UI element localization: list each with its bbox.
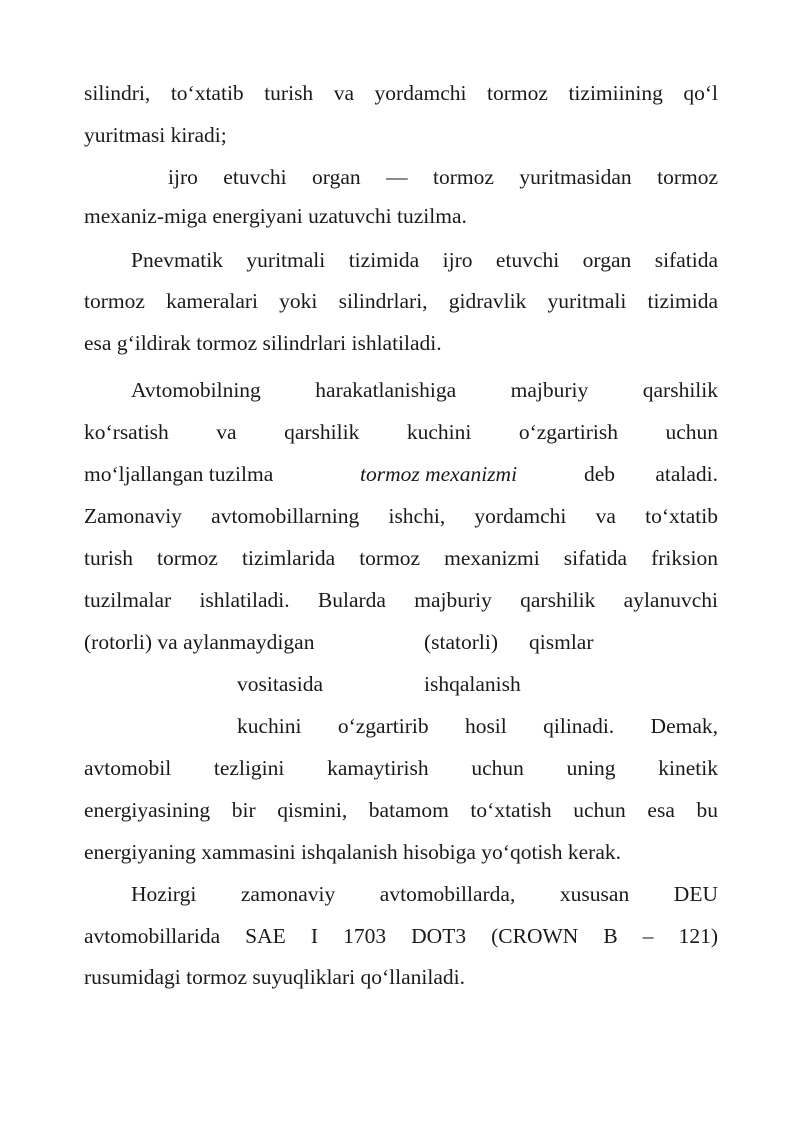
text-line-6: tormoz kameralari yoki silindrlari, gidravlik yuritmali tizimida: [84, 289, 718, 313]
text-line-19: energiyaning xammasini ishqalanish hisobiga yo‘qotish kerak.: [84, 840, 622, 864]
text-line-14-mid: (statorli): [424, 630, 499, 654]
text-line-10-end: deb ataladi.: [584, 462, 718, 486]
text-line-12: turish tormoz tizimlarida tormoz mexanizmi sifatida friksion: [84, 546, 718, 570]
text-line-2: yuritmasi kiradi;: [84, 123, 227, 147]
text-line-11: Zamonaviy avtomobillarning ishchi, yordamchi va to‘xtatib: [84, 504, 718, 528]
text-line-14-end: qismlar: [529, 630, 594, 654]
text-line-21: avtomobillarida SAE I 1703 DOT3 (CROWN B – 121): [84, 924, 718, 948]
text-line-15: [84, 670, 718, 698]
text-line-20: Hozirgi zamonaviy avtomobillarda, xususan DEU: [131, 882, 718, 906]
text-line-15-end: ishqalanish: [424, 672, 521, 696]
text-line-8: Avtomobilning harakatlanishiga majburiy qarshilik: [131, 378, 718, 402]
text-line-17: avtomobil tezligini kamaytirish uchun uning kinetik: [84, 756, 718, 780]
text-line-9: ko‘rsatish va qarshilik kuchini o‘zgartirish uchun: [84, 420, 718, 444]
text-line-5: Pnevmatik yuritmali tizimida ijro etuvchi organ sifatida: [131, 248, 718, 272]
text-line-22: rusumidagi tormoz suyuqliklari qo‘llaniladi.: [84, 965, 465, 989]
text-line-18: energiyasining bir qismini, batamom to‘xtatish uchun esa bu: [84, 798, 718, 822]
text-line-14: [84, 628, 718, 656]
text-line-4: mexaniz-miga energiyani uzatuvchi tuzilma.: [84, 204, 467, 228]
text-line-10-start: mo‘ljallangan tuzilma: [84, 462, 274, 486]
text-line-14-start: (rotorli) va aylanmaydigan: [84, 630, 315, 654]
text-line-13: tuzilmalar ishlatiladi. Bularda majburiy qarshilik aylanuvchi: [84, 588, 718, 612]
text-line-15-start: vositasida: [237, 672, 323, 696]
term-tormoz-mexanizmi: tormoz mexanizmi: [360, 462, 518, 486]
text-line-16: kuchini o‘zgartirib hosil qilinadi. Demak,: [237, 714, 718, 738]
text-line-1: silindri, to‘xtatib turish va yordamchi tormoz tizimiining qo‘l: [84, 81, 718, 105]
text-line-10: [84, 460, 718, 488]
text-line-3: ijro etuvchi organ — tormoz yuritmasidan tormoz: [168, 165, 718, 189]
text-line-7: esa g‘ildirak tormoz silindrlari ishlatiladi.: [84, 331, 442, 355]
